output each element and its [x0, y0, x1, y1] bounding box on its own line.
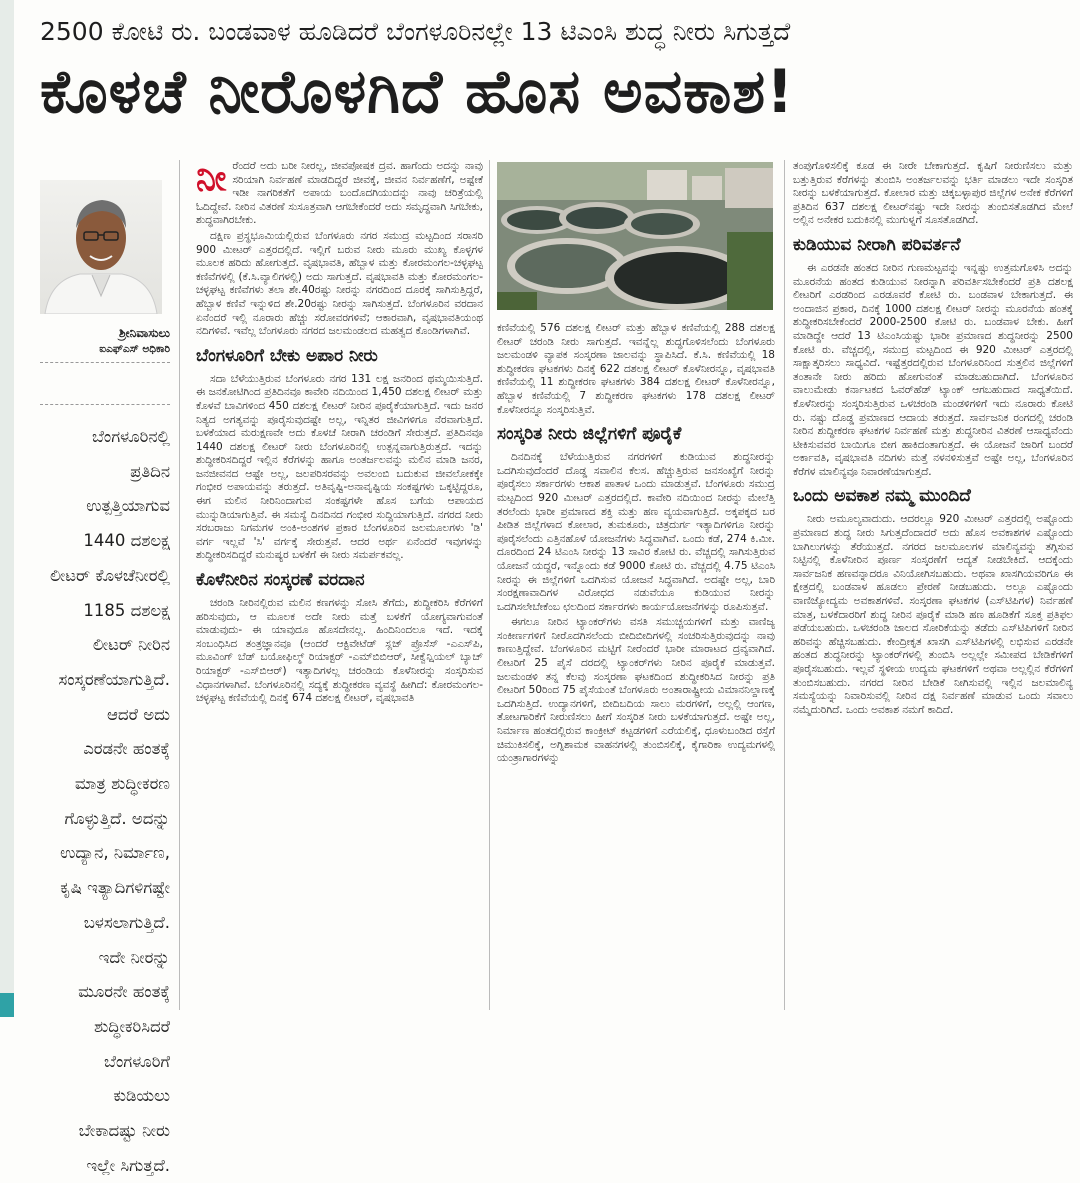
page-edge — [0, 0, 14, 1017]
divider-dashed — [40, 362, 170, 363]
author-photo — [40, 180, 162, 314]
section-heading: ಬೆಂಗಳೂರಿಗೆ ಬೇಕು ಅಪಾರ ನೀರು — [196, 345, 378, 366]
paragraph: ದಿನದಿನಕ್ಕೆ ಬೆಳೆಯುತ್ತಿರುವ ನಗರಗಳಿಗೆ ಕುಡಿಯುವ ಶುದ್ಧನೀರನ್ನು ಒದಗಿಸುವುದೆಂದರೆ ದೊಡ್ಡ ಸವಾಲಿನ ಕೆಲಸ. ಹೆಚ್ಚುತ್ತಿರುವ ಜನಸಂಖ್ಯೆಗೆ ನೀರನ್ನು ಪೂರೈಸಲು ಸರ್ಕಾರಗಳು ಆಕಾಶ ಪಾತಾಳ ಒಂದು ಮಾಡುತ್ತವೆ. ಬೆಂಗಳೂರು ಸಮುದ್ರ ಮಟ್ಟದಿಂದ 920 ಮೀಟರ್ ಎತ್ತರದಲ್ಲಿದೆ. ಕಾವೇರಿ ನದಿಯಿಂದ ನೀರನ್ನು ಮೇಲೆತ್ತಿ ತರಲೆಂದು ಭಾರೀ ಪ್ರಮಾಣದ ಶಕ್ತಿ ಮತ್ತು ಹಣ ವ್ಯಯವಾಗುತ್ತಿದೆ. ಅಕ್ಕಪಕ್ಕದ ಬರ ಪೀಡಿತ ಜಿಲ್ಲೆಗಳಾದ ಕೋಲಾರ, ತುಮಕೂರು, ಚಿತ್ರದುರ್ಗ ಇತ್ಯಾದಿಗಳಿಗೂ ನೀರನ್ನು ಪೂರೈಸಲೆಂದು ಎತ್ತಿನಹೊಳೆ ಯೋಜನೆಗಳು ಸಿದ್ಧವಾಗಿವೆ. ಒಂದು ಕಡೆ, 274 ಕಿ.ಮೀ. ದೂರದಿಂದ 24 ಟಿಎಂಸಿ ನೀರನ್ನು 13 ಸಾವಿರ ಕೋಟಿ ರು. ವೆಚ್ಚದಲ್ಲಿ ಸಾಗಿಸುತ್ತಿರುವ ಯೋಜನೆ ಯದ್ದರೆ, ಇನ್ನೊಂದು ಕಡೆ 9000 ಕೋಟಿ ರು. ವೆಚ್ಚದಲ್ಲಿ 4.75 ಟಿಎಂಸಿ ನೀರನ್ನು ಈ ಜಿಲ್ಲೆಗಳಿಗೆ ಒದಗಿಸುವ ಯೋಜನೆ ಸಿದ್ಧವಾಗಿದೆ. ಅದಷ್ಟೇ ಅಲ್ಲ, ಬಾರಿ ಸಂರಕ್ಷಣಾವಾದಿಗಳ ವಿರೋಧದ ನಡುವೆಯೂ ಕುಡಿಯುವ ನೀರನ್ನು ಒದಗಿಸಲೇಬೇಕೆಂಬ ಛಲದಿಂದ ಸರ್ಕಾರಗಳು ಕಾರ್ಯಯೋಜನೆಗಳನ್ನು ರೂಪಿಸುತ್ತವೆ. — [497, 451, 775, 613]
kicker-headline: 2500 ಕೋಟಿ ರು. ಬಂಡವಾಳ ಹೂಡಿದರೆ ಬೆಂಗಳೂರಿನಲ್ಲೇ 13 ಟಿಎಂಸಿ ಶುದ್ಧ ನೀರು ಸಿಗುತ್ತದೆ — [40, 17, 791, 46]
author-role: ಐಎಫ್‌ಎಸ್ ಅಧಿಕಾರಿ — [99, 343, 170, 355]
pull-quote-line: ಬೇಕಾದಷ್ಟು ನೀರು — [78, 1121, 170, 1141]
edge-tab — [0, 993, 14, 1017]
pull-quote-line: ಬೆಂಗಳೂರಿನಲ್ಲಿ — [91, 427, 170, 446]
article-column-1 — [196, 160, 483, 1010]
pull-quote-line: ಮೂರನೇ ಹಂತಕ್ಕೆ — [78, 982, 170, 1002]
portrait-illustration — [40, 180, 162, 314]
author-name: ಶ್ರೀನಿವಾಸುಲು — [119, 326, 170, 340]
pull-quote-line: ಬಳಸಲಾಗುತ್ತಿದೆ. — [83, 912, 170, 932]
pull-quote-line: ಸಂಸ್ಕರಣೆಯಾಗುತ್ತಿದೆ. — [58, 669, 170, 689]
paragraph: ನೀರು ಅಮೂಲ್ಯವಾದುದು. ಆದರಲ್ಲೂ 920 ಮೀಟರ್ ಎತ್ತರದಲ್ಲಿ ಅಷ್ಟೊಂದು ಪ್ರಮಾಣದ ಶುದ್ಧ ನೀರು ಸಿಗುತ್ತದೆಂದಾದರೆ ಅದು ಹೊಸ ಅವಕಾಶಗಳ ಎಷ್ಟೊಂದು ಬಾಗಿಲುಗಳನ್ನು ತೆರೆಯುತ್ತದೆ. ನಗರದ ಜಲಮೂಲಗಳ ಮಾಲಿನ್ಯವನ್ನು ತಗ್ಗಿಸುವ ನಿಟ್ಟಿನಲ್ಲಿ ಕೊಳೆನೀರಿನ ಪೂರ್ಣ ಸಂಸ್ಕರಣೆಗೆ ಆದ್ಯತೆ ನೀಡಬೇಕಿದೆ. ಆದಕ್ಕೆಂದು ಸಾರ್ವಜನಿಕ ಹಣವನ್ನಾದರೂ ವಿನಿಯೋಗಿಸಬಹುದು. ಅಥವಾ ಖಾಸಗಿಯವರಿಗೂ ಈ ಕ್ಷೇತ್ರದಲ್ಲಿ ಬಂಡವಾಳ ಹೂಡಲು ಪ್ರೇರಣೆ ನೀಡಬಹುದು. ಅಲ್ಲೂ ಎಷ್ಟೊಂದು ವಾಣಿಜ್ಯೋದ್ಯಮ ಅವಕಾಶಗಳಿವೆ. ಸಂಸ್ಕರಣಾ ಘಟಕಗಳ (ಎಸ್‌ಟಿಪಿಗಳ) ನಿರ್ವಹಣೆ ಮಾತ್ರ, ಬಳಕೆದಾರರಿಗೆ ಶುದ್ಧ ನೀರಿನ ಪೂರೈಕೆ ಮಾಡಿ ಹಣ ಹೂಡಿಕೆಗೆ ಸೂಕ್ತ ಪ್ರತಿಫಲ ಪಡೆಯಬಹುದು. ಒಳಚರಂಡಿ ಜಾಲದ ಸೋರಿಕೆಯನ್ನು ತಡೆದು ಎಸ್‌ಟಿಪಿಗಳಿಗೆ ನೀರಿನ ಹರಿವನ್ನು ಹೆಚ್ಚಿಸಬಹುದು. ಕೇಂದ್ರೀಕೃತ ಖಾಸಗಿ ಎಸ್‌ಟಿಪಿಗಳಲ್ಲಿ ಲಭಿಸುವ ಎರಡನೇ ಹಂತದ ಶುದ್ಧನೀರನ್ನು ಟ್ಯಾಂಕರ್‌ಗಳಲ್ಲಿ ತುಂಬಿಸಿ ಅಲ್ಲಲ್ಲೇ ಸಮೀಪದ ಬೇಡಿಕೆಗಳಿಗೆ ಪೂರೈಸಬಹುದು. ಇಲ್ಲವೆ ಸ್ಥಳೀಯ ಉದ್ಯಮ ಘಟಕಗಳಿಗೆ ಅಥವಾ ಅಲ್ಲಲ್ಲಿನ ಕೆರೆಗಳಿಗೆ ತುಂಬಿಸಬಹುದು. ನಗರದ ನೀರಿನ ಬೇಡಿಕೆ ನೀಗಿಸುವಲ್ಲಿ ಇಲ್ಲಿನ ಜಲಮಾಲಿನ್ಯ ಸಮಸ್ಯೆಯನ್ನು ನಿವಾರಿಸುವಲ್ಲಿ ನೀರಿನ ದಕ್ಷ ನಿರ್ವಹಣೆ ಮಾಡುವ ಒಂದು ಸವಾಲು ನಮ್ಮೆದುರಿಗಿದೆ. ಒಂದು ಅವಕಾಶ ನಮಗೆ ಕಾದಿದೆ. — [793, 513, 1073, 716]
pull-quote-line: ಕುಡಿಯಲು — [113, 1086, 170, 1106]
section-heading: ಕೊಳೆನೀರಿನ ಸಂಸ್ಕರಣೆ ವರದಾನ — [196, 570, 365, 591]
column-divider — [179, 160, 180, 1010]
water-treatment-illustration — [497, 162, 773, 310]
pull-quote-line: ಲೀಟರ್ ಕೊಳಚೆನೀರಲ್ಲಿ — [50, 565, 170, 585]
section-heading: ಒಂದು ಅವಕಾಶ ನಮ್ಮ ಮುಂದಿದೆ — [793, 486, 971, 507]
author-byline — [40, 324, 170, 356]
drop-cap: ನೀ — [196, 160, 227, 199]
pull-quote — [40, 420, 170, 1183]
paragraph: ಚರಂಡಿ ನೀರಿನಲ್ಲಿರುವ ಮಲಿನ ಕಣಗಳನ್ನು ಸೋಸಿ ತೆಗೆದು, ಶುದ್ಧೀಕರಿಸಿ ಕೆರೆಗಳಿಗೆ ಹರಿಸುವುದು, ಆ ಮೂಲಕ ಅದೇ ನೀರು ಮತ್ತೆ ಬಳಕೆಗೆ ಯೋಗ್ಯವಾಗುವಂತೆ ಮಾಡುವುದು- ಈ ಯಾವುದೂ ಹೊಸದೇನಲ್ಲ. ಹಿಂದಿನಿಂದಲೂ ಇದೆ. ಇದಕ್ಕೆ ಸಂಬಂಧಿಸಿದ ತಂತ್ರಜ್ಞಾನವೂ (ಆಂದರೆ ಆಕ್ಟಿವೇಟೆಡ್ ಸ್ಲಜ್ ಪ್ರೊಸೆಸ್ -ಎಎಸ್‌ಪಿ, ಮೂವಿಂಗ್ ಬೆಡ್ ಬಯೋಫಿಲ್ಮ್ ರಿಯಾಕ್ಟರ್ -ಎಮ್‌ಬಿಬಿಆರ್, ಸೀಕ್ವೆನ್ಷಿಯಲ್ ಬ್ಯಾಚ್ ರಿಯಾಕ್ಟರ್ -ಎಸ್‌ಬಿಆರ್) ಇತ್ಯಾದಿಗಳಲ್ಲ ಚರಂಡಿಯ ಕೊಳೆನೀರನ್ನು ಸಂಸ್ಕರಿಸುವ ವಿಧಾನಗಳಾಗಿವೆ. ಬೆಂಗಳೂರಿನಲ್ಲಿ ಸದ್ಯಕ್ಕೆ ಶುದ್ಧೀಕರಣ ವ್ಯವಸ್ಥೆ ಹೀಗಿದೆ: ಕೋರಮಂಗಲ-ಚಳ್ಳಘಟ್ಟ ಕಣಿವೆಯಲ್ಲಿ ದಿನಕ್ಕೆ 674 ದಶಲಕ್ಷ ಲೀಟರ್, ವೃಷಭಾವತಿ — [196, 597, 483, 705]
pull-quote-line: ಎರಡನೇ ಹಂತಕ್ಕೆ — [83, 739, 170, 759]
pull-quote-line: ಶುದ್ಧೀಕರಿಸಿದರೆ — [94, 1016, 170, 1036]
pull-quote-line: ಇದೇ ನೀರನ್ನು — [98, 947, 170, 967]
pull-quote-line: 1185 ದಶಲಕ್ಷ — [83, 600, 170, 620]
section-heading: ಸಂಸ್ಕರಿತ ನೀರು ಜಿಲ್ಲೆಗಳಿಗೆ ಪೂರೈಕೆ — [497, 424, 682, 445]
paragraph: ದಕ್ಷಿಣ ಪ್ರಸ್ಥಭೂಮಿಯಲ್ಲಿರುವ ಬೆಂಗಳೂರು ನಗರ ಸಮುದ್ರ ಮಟ್ಟದಿಂದ ಸರಾಸರಿ 900 ಮೀಟರ್ ಎತ್ತರದಲ್ಲಿದೆ. ಇಲ್ಲಿಗೆ ಬರುವ ನೀರು ಮೂರು ಮುಖ್ಯ ಕೊಳ್ಳಗಳ ಮೂಲಕ ಹರಿದು ಹೋಗುತ್ತದೆ. ವೃಷಭಾವತಿ, ಹೆಬ್ಬಾಳ ಮತ್ತು ಕೋರಮಂಗಲ-ಚಳ್ಳಘಟ್ಟ ಕಣಿವೆಗಳಲ್ಲಿ (ಕೆ.ಸಿ.ವ್ಯಾಲಿಗಳಲ್ಲಿ) ಅದು ಸಾಗುತ್ತದೆ. ವೃಷಭಾವತಿ ಮತ್ತು ಕೋರಮಂಗಲ-ಚಳ್ಳಘಟ್ಟ ಕಣಿವೆಗಳು ತಲಾ ಶೇ.40ರಷ್ಟು ನೀರನ್ನು ನಗರದಿಂದ ದೂರಕ್ಕೆ ಸಾಗಿಸುತ್ತಿದ್ದರೆ, ಹೆಬ್ಬಾಳ ಕಣಿವೆ ಇನ್ನುಳಿದ ಶೇ.20ರಷ್ಟು ನೀರನ್ನು ಸಾಗಿಸುತ್ತದೆ. ಬೆಂಗಳೂರಿನ ವರದಾನ ಏನೆಂದರೆ ಇಲ್ಲಿ ನೂರಾರು ಹೆಚ್ಚು ಸರೋವರಗಳಿವೆ; ಆಕಾರವಾಗಿ, ವೃಷಭಾವತಿಯಂಥ ನದಿಗಳಿವೆ. ಇವೆಲ್ಲ ಬೆಂಗಳೂರು ನಗರದ ಜಲಮಂಡಲದ ಮಹತ್ವದ ಕೊಂಡಿಗಳಾಗಿವೆ. — [196, 229, 483, 338]
pull-quote-line: ಆದರೆ ಅದು — [107, 704, 170, 724]
paragraph: ರೆಂದರೆ ಅದು ಬರೀ ನೀರಲ್ಲ, ಜೀವಪೋಷಕ ದ್ರವ. ಹಾಗೆಂದು ಅದನ್ನು ನಾವು ಸರಿಯಾಗಿ ನಿರ್ವಹಣೆ ಮಾಡದಿದ್ದರೆ ಜೀವಕ್ಕೆ, ಜೀವನ ನಿರ್ವಹಣೆಗೆ, ಅಷ್ಟೇಕೆ ಇಡೀ ನಾಗರಿಕತೆಗೆ ಅಪಾಯ ಬಂದೊದಗಿಯುದನ್ನು ನಾವು ಚರಿತ್ರೆಯಲ್ಲಿ ಓದಿದ್ದೇವೆ. ನೀರಿನ ವಿತರಣೆ ಸುಸೂತ್ರವಾಗಿ ಆಗಬೇಕೆಂದರೆ ಅದು ಸಮೃದ್ಧವಾಗಿ ಸಿಗಬೇಕು, ಶುದ್ಧವಾಗಿರಬೇಕು. — [196, 160, 483, 227]
column-divider — [489, 160, 490, 1010]
article-column-3 — [793, 160, 1073, 1010]
pull-quote-line: ಬೆಂಗಳೂರಿಗೆ — [104, 1051, 170, 1071]
pull-quote-line: ಉದ್ಯಾನ, ನಿರ್ಮಾಣ, — [60, 843, 170, 863]
paragraph: ಸದಾ ಬೆಳೆಯುತ್ತಿರುವ ಬೆಂಗಳೂರು ನಗರ 131 ಲಕ್ಷ ಜನರಿಂದ ಥಮ್ಮಯಿಸುತ್ತಿದೆ. ಈ ಜನಕೋಟಿಗಿಂದ ಪ್ರತಿದಿನವೂ ಕಾವೇರಿ ನದಿಯಿಂದ 1,450 ದಶಲಕ್ಷ ಲೀಟರ್ ಮತ್ತು ಕೊಳವೆ ಬಾವಿಗಳಿಂದ 450 ದಶಲಕ್ಷ ಲೀಟರ್ ನೀರಿನ ಪೂರೈಕೆಯಾಗುತ್ತಿದೆ. ಇದು ಜನರ ನಿತ್ಯದ ಅಗತ್ಯವನ್ನು ಪೂರೈಸುವುದಷ್ಟೇ ಅಲ್ಲ, ಇನ್ನಿತರ ಜೀವಿಗಳಿಗೂ ನೆರವಾಗುತ್ತಿದೆ. ಬಳಕೆಯಾದ ಮರುಕ್ಷಣವೇ ಅದು ಕೊಳಚೆ ನೀರಾಗಿ ಚರಂಡಿಗೆ ಸೇರುತ್ತದೆ. ಪ್ರತಿದಿನವೂ 1440 ದಶಲಕ್ಷ ಲೀಟರ್ ನೀರು ಬೆಂಗಳೂರಿನಲ್ಲಿ ಉತ್ಪನ್ನವಾಗುತ್ತಿರುತ್ತದೆ. ಇದನ್ನು ಶುದ್ಧೀಕರಿಸದಿದ್ದರೆ ಇಲ್ಲಿನ ಕೆರೆಗಳನ್ನು ಹಾಗೂ ಅಂತರ್ಜಲವನ್ನು ಮಲಿನ ಮಾಡಿ ಜನರ, ಜನಜೀವನದ ಆಷ್ಟೇ ಅಲ್ಲ, ಜಲಪರಿಸರವನ್ನು ಅವಲಂಬಿ ಬದುಕುವ ಜೀವಲೋಕಕ್ಕೇ ಗಂಭೀರ ಅಪಾಯವನ್ನು ತರುತ್ತದೆ. ಅತಿವೃಷ್ಟಿ-ಅನಾವೃಷ್ಟಿಯ ಸಂಕಷ್ಟಗಳು ಒಕ್ಕಟ್ಟಿದ್ದರೂ, ಈಗ ಮಲಿನ ನೀರಿನಿಂದಾಗುವ ಸಂಕಷ್ಟಗಳೇ ಹೊಸ ಬಗೆಯ ಆಪಾಯದ ಮುನ್ನುಡಿಯಾಗುತ್ತಿವೆ. ಈ ಸಮಸ್ಯೆ ದಿನದಿನದ ಗಂಭೀರ ಸುದ್ದಿಯಾಗುತ್ತಿದೆ. ನಗರದ ನೀರು ಸರಬರಾಜು ನಿಗಮಗಳ ಅಂಕಿ-ಅಂಶಗಳ ಪ್ರಕಾರ ಬೆಂಗಳೂರಿನ ಜಲಮೂಲಗಳು 'ಡಿ' ವರ್ಗ ಇಲ್ಲವೆ 'ಸಿ' ವರ್ಗಕ್ಕೆ ಸೇರುತ್ತವೆ. ಆದರ ಅರ್ಥ ಏನೆಂದರೆ ಇವುಗಳನ್ನು ಶುದ್ಧೀಕರಿಸದಿದ್ದರೆ ಮನುಷ್ಯರ ಬಳಕೆಗೆ ಈ ನೀರು ಸಮರ್ಪಕವಲ್ಲ. — [196, 372, 483, 562]
pull-quote-line: ಇಲ್ಲೇ ಸಿಗುತ್ತದೆ. — [86, 1155, 170, 1175]
pull-quote-line: 1440 ದಶಲಕ್ಷ — [83, 531, 170, 551]
pull-quote-line: ಪ್ರತಿದಿನ — [130, 461, 170, 481]
column-divider — [784, 160, 785, 1010]
pull-quote-line: ಉತ್ಪತ್ತಿಯಾಗುವ — [86, 496, 170, 516]
treatment-plant-photo — [497, 162, 773, 310]
paragraph: ಈ ಎರಡನೇ ಹಂತದ ನೀರಿನ ಗುಣಮಟ್ಟವನ್ನು ಇನ್ನಷ್ಟು ಉತ್ತಮಗೊಳಿಸಿ ಅದನ್ನು ಮೂರನೆಯ ಹಂತದ ಕುಡಿಯುವ ನೀರನ್ನಾಗಿ ಪರಿವರ್ತಿಸಬೇಕೆಂದರೆ ಪ್ರತಿ ದಶಲಕ್ಷ ಲೀಟರಿಗೆ ಎರಡರಿಂದ ಎರಡೂವರೆ ಕೋಟಿ ರು. ಬಂಡವಾಳ ಬೇಕಾಗುತ್ತದೆ. ಈ ಅಂದಾಜಿನ ಪ್ರಕಾರ, ದಿನಕ್ಕೆ 1000 ದಶಲಕ್ಷ ಲೀಟರ್ ನೀರನ್ನು ಮೂರನೆಯ ಹಂತಕ್ಕೆ ಶುದ್ಧೀಕರಿಸಬೇಕೆಂದರೆ 2000-2500 ಕೋಟಿ ರು. ಬಂಡವಾಳ ಬೇಕು. ಹೀಗೆ ಮಾಡಿದ್ದೇ ಆದರೆ 13 ಟಿಎಂಸಿಯಷ್ಟು ಭಾರೀ ಪ್ರಮಾಣದ ಶುದ್ಧನೀರನ್ನು 2500 ಕೋಟಿ ರು. ವೆಚ್ಚದಲ್ಲಿ, ಸಮುದ್ರ ಮಟ್ಟದಿಂದ ಈ 920 ಮೀಟರ್ ಎತ್ತರದಲ್ಲಿ ಸಾಕ್ಷಾತ್ಕರಿಸಲು ಸಾಧ್ಯವಿದೆ. ಇಷ್ಟೆತ್ತರದಲ್ಲಿರುವ ಬೆಂಗಳೂರಿನಿಂದ ಸುತ್ತಲಿನ ಜಿಲ್ಲೆಗಳಿಗೆ ತಂತಾನೇ ನೀರು ಹರಿದು ಹೋಗುವಂತೆ ಮಾಡಬಹುದಾಗಿದೆ. ಬೆಂಗಳೂರಿನ ವಾಲುಮೇಡು ಕರ್ನಾಟಕದ ಓವರ್‌ಹೆಡ್ ಟ್ಯಾಂಕ್ ಆಗಬಹುದಾದ ಸಾಧ್ಯತೆಯಿದೆ. ಕೊಳೆನೀರನ್ನು ಸಂಸ್ಕರಿಸುತ್ತಿರುವ ಒಳಚರಂಡಿ ಮಂಡಳಿಗಳಿಗೆ ಇದು ನೂರಾರು ಕೋಟಿ ರು. ನಷ್ಟು ದೊಡ್ಡ ಪ್ರಮಾಣದ ಆದಾಯ ತರುತ್ತದೆ. ಸಾರ್ವಜನಿಕ ರಂಗದಲ್ಲಿ ಚರಂಡಿ ನೀರಿನ ಶುದ್ಧೀಕರಣ ಘಟಕಗಳ ನಿರ್ವಹಣೆ ಮತ್ತು ಶುದ್ಧನೀರಿನ ವಿತರಣೆ ಆಸಾಧ್ಯವೆಂದು ಟೀಕಿಸುವವರ ಬಾಯಿಗೂ ಬೀಗ ಹಾಕಿದಂತಾಗುತ್ತದೆ. ಈ ಯೋಜನೆ ಜಾರಿಗೆ ಬಂದರೆ ಅರ್ಕಾವತಿ, ವೃಷಭಾವತಿ ನದಿಗಳು ಮತ್ತೆ ನಳನಳಿಸುತ್ತವೆ ಅಷ್ಟೇ ಅಲ್ಲ, ಬೆಂಗಳೂರಿನ ಕೆರೆಗಳ ಮಾಲಿನ್ಯವೂ ನಿವಾರಣೆಯಾಗುತ್ತದೆ. — [793, 261, 1073, 478]
paragraph: ತಂಪುಗೊಳಿಸಲಿಕ್ಕೆ ಕೂಡ ಈ ನೀರೇ ಬೇಕಾಗುತ್ತದೆ. ಕೃಷಿಗೆ ನೀರುಣಿಸಲು ಮತ್ತು ಬತ್ತುತ್ತಿರುವ ಕೆರೆಗಳನ್ನು ತುಂಬಿಸಿ ಅಂತರ್ಜಲವನ್ನು ಭರ್ತಿ ಮಾಡಲು ಇದೇ ಸಂಸ್ಕರಿತ ನೀರನ್ನು ಬಳಕೆಯಾಗುತ್ತದೆ. ಕೋಲಾರ ಮತ್ತು ಚಿಕ್ಕಬಳ್ಳಾಪುರ ಜಿಲ್ಲೆಗಳ ಅನೇಕ ಕೆರೆಗಳಿಗೆ ಪ್ರತಿದಿನ 637 ದಶಲಕ್ಷ ಲೀಟರ್‌ನಷ್ಟು ಇದೇ ನೀರನ್ನು ತುಂಬಿಸತೊಡಗಿದ ಮೇಲೆ ಅಲ್ಲಿನ ಅನೇಕರ ಬದುಕಿನಲ್ಲಿ ಮುಗುಳ್ನಗೆ ಸೂಸತೊಡಗಿದೆ. — [793, 160, 1073, 227]
pull-quote-line: ಮಾತ್ರ ಶುದ್ಧೀಕರಣ — [74, 774, 170, 794]
pull-quote-line: ಗೊಳ್ಳುತ್ತಿದೆ. ಅದನ್ನು — [64, 808, 170, 828]
pull-quote-line: ಲೀಟರ್ ನೀರಿನ — [92, 635, 170, 655]
main-headline: ಕೊಳಚೆ ನೀರೊಳಗಿದೆ ಹೊಸ ಅವಕಾಶ! — [40, 57, 795, 127]
paragraph: ಕಣಿವೆಯಲ್ಲಿ 576 ದಶಲಕ್ಷ ಲೀಟರ್ ಮತ್ತು ಹೆಬ್ಬಾಳ ಕಣಿವೆಯಲ್ಲಿ 288 ದಶಲಕ್ಷ ಲೀಟರ್ ಚರಂಡಿ ನೀರು ಸಾಗುತ್ತದೆ. ಇವನ್ನೆಲ್ಲ ಶುದ್ಧಗೊಳಿಸಲೆಂದು ಬೆಂಗಳೂರು ಜಲಮಂಡಳಿ ವ್ಯಾಪಕ ಸಂಸ್ಕರಣಾ ಜಾಲವನ್ನು ಸ್ಥಾಪಿಸಿದೆ. ಕೆ.ಸಿ. ಕಣಿವೆಯಲ್ಲಿ 18 ಶುದ್ಧೀಕರಣ ಘಟಕಗಳು ದಿನಕ್ಕೆ 622 ದಶಲಕ್ಷ ಲೀಟರ್ ಕೊಳೆನೀರನ್ನೂ, ವೃಷಭಾವತಿ ಕಣಿವೆಯಲ್ಲಿ 11 ಶುದ್ಧೀಕರಣ ಘಟಕಗಳು 384 ದಶಲಕ್ಷ ಲೀಟರ್ ಕೊಳೆನೀರನ್ನೂ, ಹೆಬ್ಬಾಳ ಕಣಿವೆಯಲ್ಲಿ 7 ಶುದ್ಧೀಕರಣ ಘಟಕಗಳು 178 ದಶಲಕ್ಷ ಲೀಟರ್ ಕೊಳೆನೀರನ್ನೂ ಸಂಸ್ಕರಿಸುತ್ತಿವೆ. — [497, 322, 775, 416]
article-column-2 — [497, 322, 775, 1010]
pull-quote-line: ಕೃಷಿ ಇತ್ಯಾದಿಗಳಿಗಷ್ಟೇ — [60, 878, 170, 898]
paragraph: ಈಗಲೂ ನೀರಿನ ಟ್ಯಾಂಕರ್‌ಗಳು ವಸತಿ ಸಮುಚ್ಚಯಗಳಿಗೆ ಮತ್ತು ವಾಣಿಜ್ಯ ಸಂಕೀರ್ಣಗಳಿಗೆ ನೀರೊದಗಿಸಲೆಂದು ಬೀದಿಬೀದಿಗಳಲ್ಲಿ ಸಂಚರಿಸುತ್ತಿರುವುದನ್ನು ನಾವು ಕಾಣುತ್ತಿದ್ದೇವೆ. ಬೆಂಗಳೂರಿನ ಮಟ್ಟಿಗೆ ನೀರೆಂದರೆ ಭಾರೀ ಮಾರಾಟದ ದ್ರವ್ಯವಾಗಿದೆ. ಲೀಟರಿಗೆ 25 ಪೈಸೆ ದರದಲ್ಲಿ ಟ್ಯಾಂಕರ್‌ಗಳು ನೀರಿನ ಪೂರೈಕೆ ಮಾಡುತ್ತವೆ. ಜಲಮಂಡಳಿ ತನ್ನ ಕೆಲವು ಸಂಸ್ಕರಣಾ ಘಟಕದಿಂದ ಶುದ್ಧೀಕರಿಸಿದ ನೀರನ್ನು ಪ್ರತಿ ಲೀಟರಿಗೆ 50ರಿಂದ 75 ಪೈಸೆಯಂತೆ ಬೆಂಗಳೂರು ಅಂತಾರಾಷ್ಟ್ರೀಯ ವಿಮಾನನಿಲ್ದಾಣಕ್ಕೆ ಒದಗಿಸುತ್ತಿದೆ. ಉದ್ಯಾನಗಳಿಗೆ, ಬೀದಿಬದಿಯ ಸಾಲು ಮರಗಳಿಗೆ, ಅಲ್ಲಲ್ಲಿ ಆಂಗಣ, ತೋಟಗಾರಿಕೆಗೆ ನೀರುಣಿಸಲು ಹೀಗೆ ಸಂಸ್ಕರಿತ ನೀರು ಬಳಕೆಯಾಗುತ್ತದೆ. ಅಷ್ಟೇ ಅಲ್ಲ, ನಿರ್ಮಾಣ ಹಂತದಲ್ಲಿರುವ ಕಾಂಕ್ರೀಟ್ ಕಟ್ಟಡಗಳಿಗೆ ಎರೆಯಲಿಕ್ಕೆ, ಧೂಳುಬಂಡಿದ ರಸ್ತೆಗೆ ಚಿಮುಕಿಸಲಿಕ್ಕೆ, ಅಗ್ನಿಶಾಮಕ ವಾಹನಗಳಲ್ಲಿ ತುಂಬಿಸಲಿಕ್ಕೆ, ಕೈಗಾರಿಕಾ ಉದ್ಯಮಗಳಲ್ಲಿ ಯಂತ್ರಾಗಾರಗಳನ್ನು — [497, 616, 775, 765]
divider-dashed — [40, 404, 170, 405]
section-heading: ಕುಡಿಯುವ ನೀರಾಗಿ ಪರಿವರ್ತನೆ — [793, 234, 961, 255]
